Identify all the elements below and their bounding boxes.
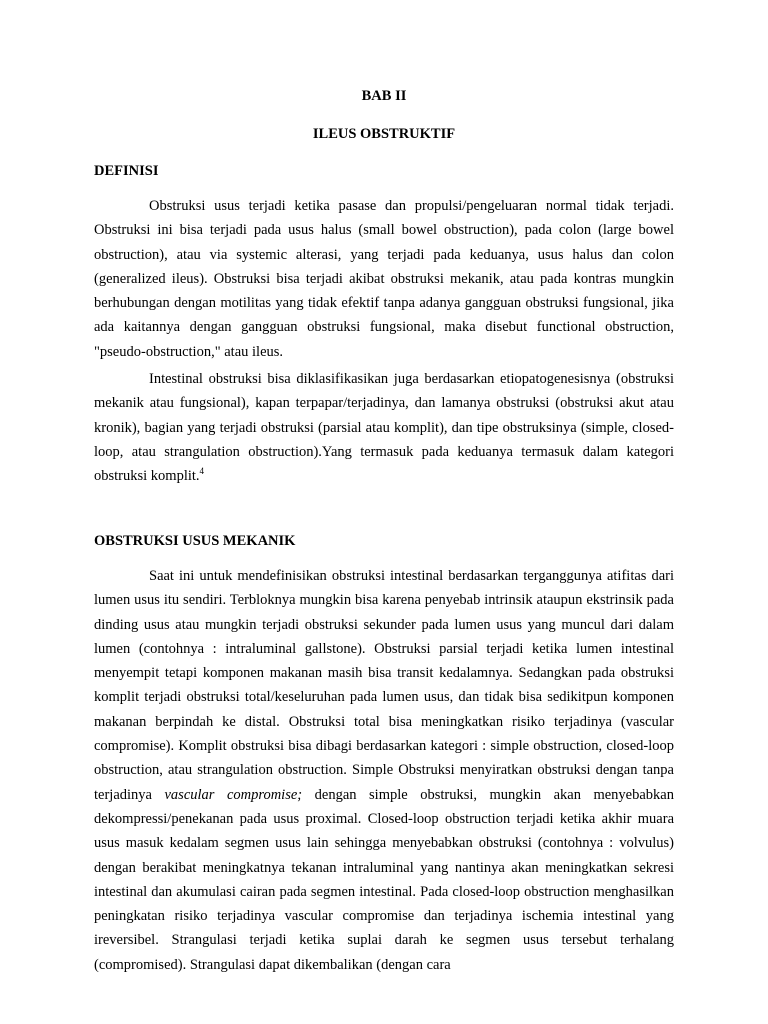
mechanical-paragraph <box>94 564 674 977</box>
paragraph-2 <box>94 367 674 488</box>
paragraph-3-italic-term: vascular compromise; <box>164 786 303 803</box>
classification-paragraph <box>94 367 674 488</box>
chapter-title: ILEUS OBSTRUKTIF <box>312 126 456 142</box>
paragraph-3-text-a: Saat ini untuk mendefinisikan obstruksi intestinal berdasarkan terganggunya atifitas dari lumen usus itu sendiri. Terbloknya mungkin bisa karena penyebab intrinsik ataupun ekstrinsik pada dinding usus atau mungkin terjadi obstruksi sekunder pada lumen usus yang muncul dari dalam lumen (contohnya : intraluminal gallstone). Obstruksi parsial terjadi ketika lumen intestinal menyempit tetapi komponen makanan masih bisa transit kedalamnya. Sedangkan pada obstruksi komplit terjadi obstruksi total/keseluruhan pada lumen usus, dan tidak bisa sedikitpun komponen makanan berpindah ke distal. Obstruksi total bisa meningkatkan risiko terjadinya (vascular compromise). Komplit obstruksi bisa dibagi berdasarkan kategori : simple obstruction, closed-loop obstruction, atau strangulation obstruction. Simple Obstruksi menyiratkan obstruksi dengan tanpa terjadinya <box>94 568 674 803</box>
paragraph-2-text: Intestinal obstruksi bisa diklasifikasikan juga berdasarkan etiopatogenesisnya (obstruksi mekanik atau fungsional), kapan terpapar/terjadinya, dan lamanya obstruksi (obstruksi akut atau kronik), bagian yang terjadi obstruksi (parsial atau komplit), dan tipe obstruksinya (simple, closed-loop, atau strangulation obstruction).Yang termasuk pada keduanya termasuk dalam kategori obstruksi komplit. <box>94 371 674 485</box>
paragraph-3 <box>94 564 674 977</box>
section-heading-obstruksi-mekanik: OBSTRUKSI USUS MEKANIK <box>94 533 296 549</box>
paragraph-1: Obstruksi usus terjadi ketika pasase dan propulsi/pengeluaran normal tidak terjadi. Obstruksi ini bisa terjadi pada usus halus (small bowel obstruction), pada colon (large bowel obstruction), atau via systemic alterasi, yang terjadi pada keduanya, usus halus dan colon (generalized ileus). Obstruksi bisa terjadi akibat obstruksi mekanik, atau pada kontras mungkin berhubungan dengan motilitas yang tidak efektif tanpa adanya gangguan obstruksi fungsional, jika ada kaitannya dengan gangguan obstruksi fungsional, maka disebut functional obstruction, "pseudo-obstruction," atau ileus. <box>94 198 674 360</box>
chapter-label: BAB II <box>361 88 407 104</box>
reference-superscript: 4 <box>199 466 205 477</box>
section-heading-definisi: DEFINISI <box>94 163 159 179</box>
paragraph-3-text-b: dengan simple obstruksi, mungkin akan menyebabkan dekompressi/penekanan pada usus proximal. Closed-loop obstruction terjadi ketika akhir muara usus masuk kedalam segmen usus lain sehingga menyebabkan obstruksi (contohnya : volvulus) dengan berakibat meningkatnya tekanan intraluminal yang nantinya akan meningkatkan sekresi intestinal dan akumulasi cairan pada segmen intestinal. Pada closed-loop obstruction menghasilkan peningkatan risiko terjadinya vascular compromise dan terjadinya ischemia intestinal yang ireversibel. Strangulasi terjadi ketika suplai darah ke segmen usus tersebut terhalang (compromised). Strangulasi dapat dikembalikan (dengan cara <box>94 786 674 973</box>
definition-paragraph <box>94 194 674 364</box>
